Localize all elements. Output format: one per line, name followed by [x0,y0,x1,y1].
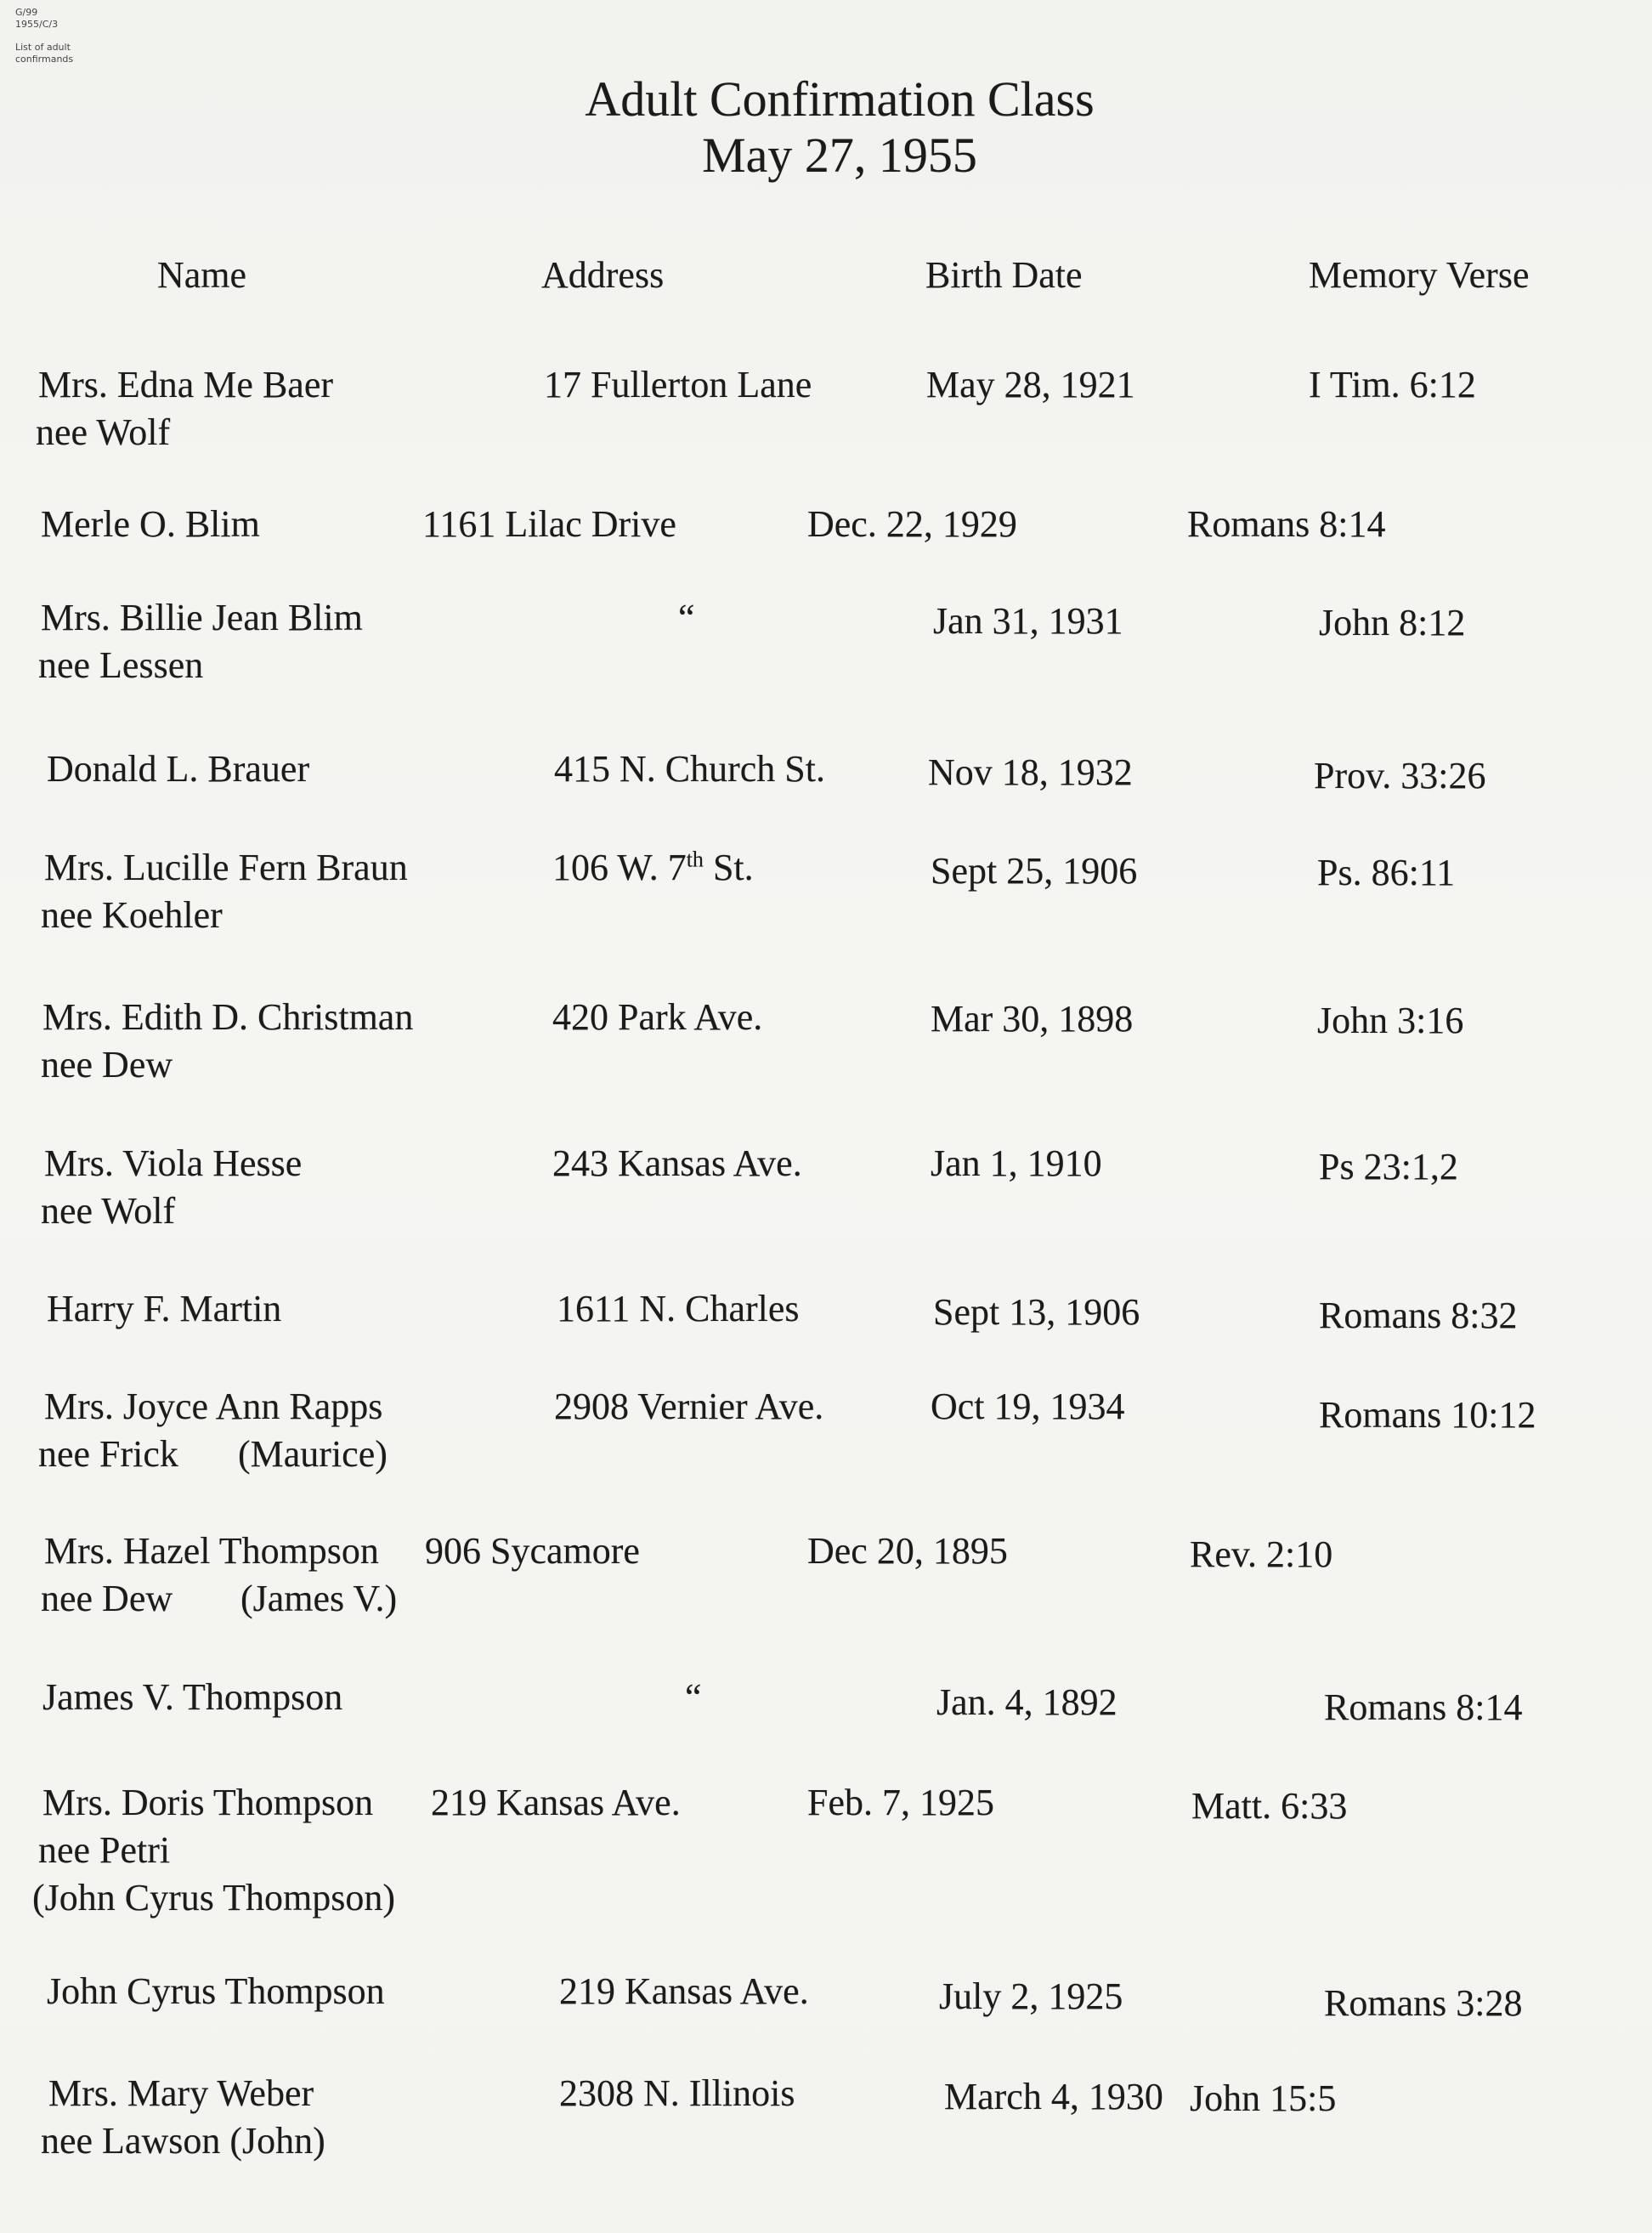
name-cell: John Cyrus Thompson [47,1970,385,2012]
address-cell: 906 Sycamore [425,1530,640,1572]
address-cell: 2908 Vernier Ave. [554,1386,824,1427]
table-row [0,1530,1652,1683]
birth-date-cell: Sept 13, 1906 [933,1291,1140,1333]
name-cell: Harry F. Martin [47,1288,282,1329]
memory-verse-cell: Romans 8:32 [1319,1295,1518,1336]
ditto-mark: “ [678,597,695,638]
spouse-name-paren: (Maurice) [238,1433,388,1475]
name-cell: Mrs. Lucille Fern Braun [44,847,408,888]
address-cell: 420 Park Ave. [552,996,763,1038]
birth-date-cell: Jan. 4, 1892 [936,1681,1117,1723]
address-text-tail: St. [703,847,754,888]
column-header-birth-date: Birth Date [925,254,1083,296]
table-row [0,996,1652,1149]
memory-verse-cell: Ps 23:1,2 [1319,1146,1458,1187]
address-cell: 219 Kansas Ave. [559,1970,809,2012]
document-title: Adult Confirmation Class [585,71,1095,127]
table-row [0,1782,1652,1935]
birth-date-cell: Oct 19, 1934 [931,1386,1125,1427]
birth-date-cell: Mar 30, 1898 [931,998,1134,1040]
nee-line: nee Dew [41,1578,173,1619]
address-cell: 243 Kansas Ave. [552,1142,802,1184]
address-cell: 1161 Lilac Drive [422,503,676,545]
nee-line: nee Petri [38,1829,171,1871]
column-header-memory-verse: Memory Verse [1309,254,1530,296]
address-cell: 1611 N. Charles [557,1288,800,1329]
archive-description-2: confirmands [15,54,74,65]
nee-line: nee Wolf [41,1190,176,1232]
table-row [0,364,1652,517]
column-header-name: Name [157,254,247,296]
birth-date-cell: Dec 20, 1895 [807,1530,1008,1572]
nee-line: nee Frick [38,1433,178,1475]
address-cell: 2308 N. Illinois [559,2072,795,2114]
birth-date-cell: July 2, 1925 [939,1975,1123,2017]
name-cell: James V. Thompson [42,1676,343,1718]
address-cell: 17 Fullerton Lane [544,364,812,405]
archive-description: List of adult [15,42,71,53]
address-cell [552,847,754,889]
name-cell: Mrs. Doris Thompson [42,1782,374,1823]
memory-verse-cell: Romans 3:28 [1324,1982,1523,2024]
name-cell: Mrs. Billie Jean Blim [41,597,363,638]
birth-date-cell: Dec. 22, 1929 [807,503,1017,545]
name-cell: Mrs. Mary Weber [48,2072,314,2114]
birth-date-cell: May 28, 1921 [926,364,1135,405]
name-cell: Mrs. Hazel Thompson [44,1530,379,1572]
memory-verse-cell: Prov. 33:26 [1314,755,1486,796]
birth-date-cell: March 4, 1930 [944,2076,1163,2117]
nee-line: nee Lawson (John) [41,2120,325,2162]
memory-verse-cell: Romans 8:14 [1187,503,1386,545]
nee-line: nee Koehler [41,894,223,936]
birth-date-cell: Feb. 7, 1925 [807,1782,994,1823]
archive-reference-note [15,7,73,65]
memory-verse-cell: John 3:16 [1317,1000,1464,1041]
table-row [0,1142,1652,1295]
table-row [0,597,1652,750]
document-date: May 27, 1955 [702,128,977,183]
nee-line: nee Dew [41,1044,173,1085]
nee-line: nee Wolf [36,411,171,453]
address-cell: 219 Kansas Ave. [431,1782,681,1823]
table-row [0,1386,1652,1539]
birth-date-cell: Sept 25, 1906 [931,850,1138,892]
memory-verse-cell: Romans 10:12 [1319,1394,1536,1436]
address-text: 106 W. 7 [552,847,687,888]
memory-verse-cell: I Tim. 6:12 [1309,364,1476,405]
nee-line: nee Lessen [38,644,204,686]
name-cell: Mrs. Joyce Ann Rapps [44,1386,383,1427]
name-cell: Mrs. Edna Me Baer [38,364,334,405]
title-block [0,71,1652,184]
name-cell: Mrs. Viola Hesse [44,1142,303,1184]
spouse-name-paren: (John Cyrus Thompson) [32,1877,395,1918]
archive-code-2: 1955/C/3 [15,19,59,30]
birth-date-cell: Jan 31, 1931 [933,600,1123,642]
column-headers [0,253,1652,304]
table-row [0,2072,1652,2225]
birth-date-cell: Jan 1, 1910 [931,1142,1102,1184]
memory-verse-cell: Matt. 6:33 [1191,1785,1348,1827]
memory-verse-cell: John 8:12 [1319,602,1466,643]
memory-verse-cell: Rev. 2:10 [1190,1533,1333,1575]
name-cell: Mrs. Edith D. Christman [42,996,414,1038]
ditto-mark: “ [685,1676,702,1718]
archive-code: G/99 [15,7,38,18]
name-cell: Donald L. Brauer [47,748,310,790]
address-ordinal-superscript: th [686,847,704,872]
memory-verse-cell: John 15:5 [1190,2077,1337,2119]
name-cell: Merle O. Blim [41,503,260,545]
address-cell: 415 N. Church St. [554,748,825,790]
memory-verse-cell: Romans 8:14 [1324,1686,1523,1728]
spouse-name-paren: (James V.) [240,1578,398,1619]
table-row [0,847,1652,1000]
column-header-address: Address [541,254,665,296]
birth-date-cell: Nov 18, 1932 [928,751,1133,793]
memory-verse-cell: Ps. 86:11 [1317,852,1456,893]
